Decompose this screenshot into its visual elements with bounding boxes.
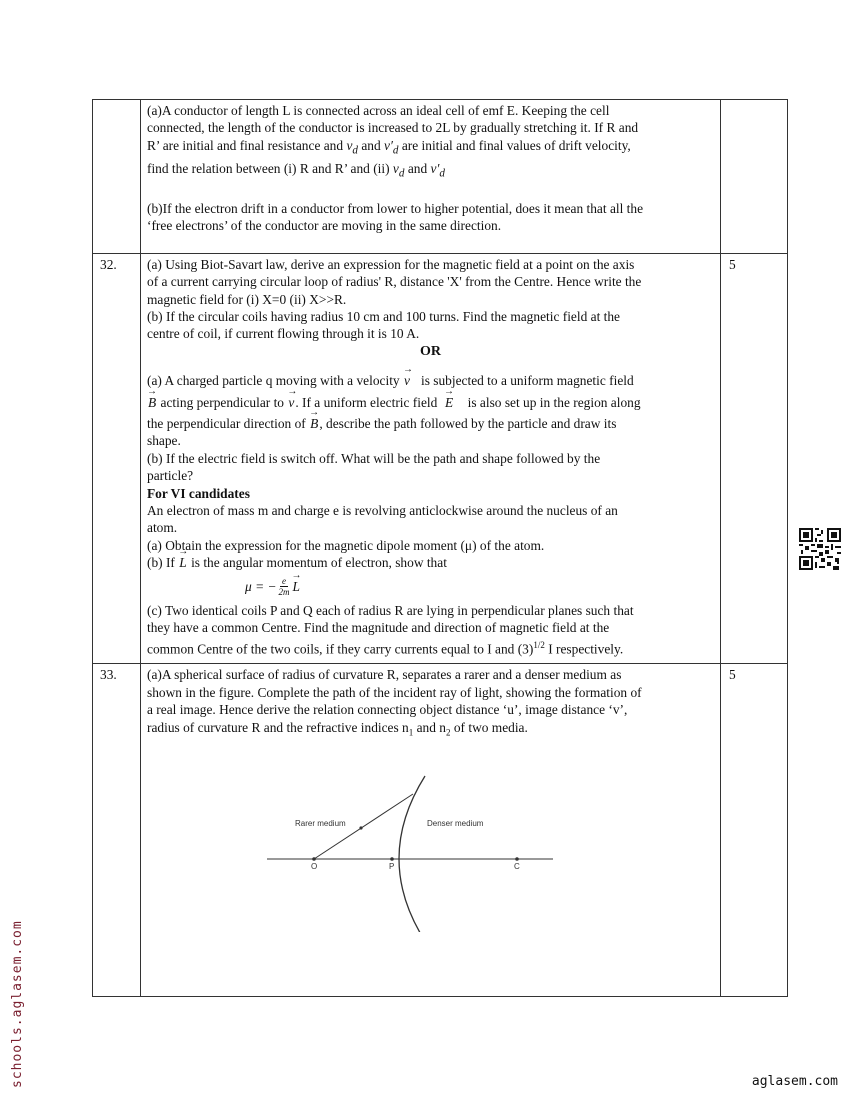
footer-watermark: aglasem.com bbox=[751, 1074, 838, 1089]
point-c-label: C bbox=[514, 861, 520, 871]
text-line: they have a common Centre. Find the magnitude and direction of magnetic field at the bbox=[147, 620, 610, 636]
text-line: connected, the length of the conductor is increased to 2L by gradually stretching it. If R and bbox=[147, 120, 639, 136]
point-o-label: O bbox=[311, 861, 318, 871]
magnetic-moment-formula: μ = − $\frac{e}{2m}$ → L bbox=[245, 572, 714, 602]
text-line: find the relation between (i) R and R’ and (ii) $v_d$ and $v'_d$ bbox=[147, 160, 445, 180]
point-c-marker bbox=[515, 857, 519, 861]
text-line: (a) Obtain the expression for the magnetic dipole moment (μ) of the atom. bbox=[147, 537, 545, 553]
question-row-31-continued bbox=[93, 100, 788, 254]
text-line: (a)A conductor of length L is connected across an ideal cell of emf E. Keeping the cell bbox=[147, 103, 610, 118]
text-line: shown in the figure. Complete the path of the incident ray of light, showing the formation of bbox=[147, 684, 642, 700]
text-line: An electron of mass m and charge e is revolving anticlockwise around the nucleus of an bbox=[147, 503, 618, 519]
electric-field-vector: → E bbox=[444, 394, 454, 411]
rarer-medium-label: Rarer medium bbox=[295, 818, 346, 828]
question-number: 32. bbox=[93, 253, 141, 664]
text-line: (b) If the circular coils having radius 10 cm and 100 turns. Find the magnetic field at the bbox=[147, 309, 621, 324]
marks-cell: 5 bbox=[721, 664, 788, 997]
question-row-33 bbox=[93, 664, 788, 997]
text-line: (a) A charged particle q moving with a velocity → v is subjected to a uniform magnetic field bbox=[147, 372, 714, 389]
text-line: centre of coil, if current flowing through it is 10 A. bbox=[147, 326, 420, 342]
text-line: a real image. Hence derive the relation connecting object distance ‘u’, image distance ‘v’, bbox=[147, 702, 628, 718]
point-o-marker bbox=[312, 857, 316, 861]
text-line: (b) If the electric field is switch off. What will be the path and shape followed by the bbox=[147, 450, 601, 466]
text-line: (b)If the electron drift in a conductor from lower to higher potential, does it mean that all the bbox=[147, 200, 644, 216]
drift-velocity-prime-symbol: $v'_d$ bbox=[384, 137, 399, 157]
point-p-marker bbox=[390, 857, 394, 861]
text-line: the perpendicular direction of → B, describe the path followed by the particle and draw its bbox=[147, 415, 714, 432]
side-watermark: schools.aglasem.com bbox=[10, 920, 25, 1088]
marks-cell bbox=[721, 100, 788, 254]
text-line: ‘free electrons’ of the conductor are moving in the same direction. bbox=[147, 218, 502, 234]
magnetic-field-vector: → B bbox=[147, 394, 157, 411]
or-separator: OR bbox=[420, 343, 441, 359]
marks-cell: 5 bbox=[721, 253, 788, 664]
question-number: 33. bbox=[93, 664, 141, 997]
text-line: R’ are initial and final resistance and $v_d$ and $v'_d$ are initial and final values of drift velocity, bbox=[147, 137, 631, 157]
spherical-surface bbox=[399, 776, 425, 932]
point-p-label: P bbox=[389, 861, 395, 871]
ray-point bbox=[359, 826, 362, 829]
text-line: particle? bbox=[147, 468, 194, 484]
formula-fraction: $\frac{e}{2m}$ bbox=[278, 576, 290, 598]
question-table bbox=[92, 99, 788, 997]
text-line: (a) Using Biot-Savart law, derive an expression for the magnetic field at a point on the axis bbox=[147, 256, 635, 272]
text-line: of a current carrying circular loop of radius' R, distance 'X' from the Centre. Hence write the bbox=[147, 274, 642, 290]
angular-momentum-vector: → L bbox=[178, 554, 187, 571]
refraction-diagram bbox=[261, 752, 561, 932]
question-row-32 bbox=[93, 253, 788, 664]
text-line: (b) If → L is the angular momentum of electron, show that bbox=[147, 554, 714, 571]
vi-candidates-heading: For VI candidates bbox=[147, 485, 250, 501]
denser-medium-label: Denser medium bbox=[427, 818, 484, 828]
text-line: magnetic field for (i) X=0 (ii) X>>R. bbox=[147, 291, 347, 307]
text-line: (a)A spherical surface of radius of curvature R, separates a rarer and a denser medium as bbox=[147, 667, 622, 683]
text-line: → B acting perpendicular to → v. If a uniform electric field → E is also set up in the region along bbox=[147, 394, 714, 411]
text-line: radius of curvature R and the refractive indices $n_1$ and $n_2$ of two media. bbox=[147, 719, 528, 738]
velocity-vector: → v bbox=[403, 372, 411, 389]
question-number bbox=[93, 100, 141, 254]
text-line: (c) Two identical coils P and Q each of radius R are lying in perpendicular planes such that bbox=[147, 602, 634, 618]
text-line: atom. bbox=[147, 520, 178, 536]
question-text bbox=[141, 664, 721, 997]
question-text bbox=[141, 253, 721, 664]
qr-code-icon bbox=[799, 528, 841, 570]
drift-velocity-symbol: $v_d$ bbox=[346, 137, 358, 157]
text-line: shape. bbox=[147, 433, 181, 449]
question-text bbox=[141, 100, 721, 254]
text-line: common Centre of the two coils, if they carry currents equal to I and $(3)^{1/2}$ I respectively. bbox=[147, 639, 624, 656]
